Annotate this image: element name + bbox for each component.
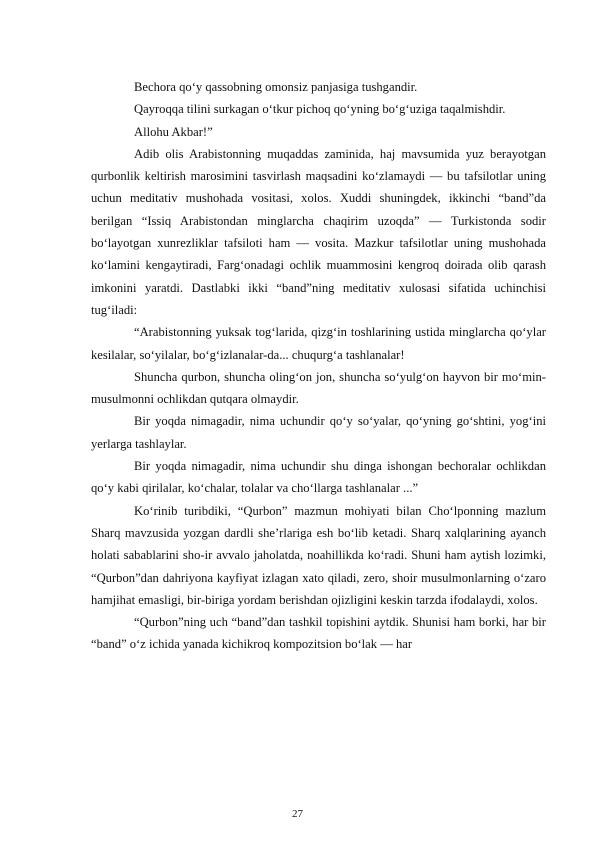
page-number: 27	[292, 808, 303, 820]
paragraph-6: Shuncha qurbon, shuncha oling‘on jon, shuncha so‘yulg‘on hayvon bir mo‘min-musulmonni ochlikdan qutqara olmaydir.	[91, 369, 546, 407]
paragraph-5: “Arabistonning yuksak tog‘larida, qizg‘in toshlarining ustida minglarcha qo‘ylar kesilalar, so‘yilalar, bo‘g‘izlanalar-da... chuqurg‘a tashlanalar!	[91, 325, 546, 362]
paragraph-3: Allohu Akbar!”	[134, 124, 213, 139]
body-text	[91, 76, 546, 656]
paragraph-9: Ko‘rinib turibdiki, “Qurbon” mazmun mohiyati bilan Cho‘lponning mazlum Sharq mavzusida yozgan dardli she’rlariga esh bo‘lib ketadi. Sharq xalqlarining ayanch holati sabablarini sho-ir avvalo jaholatda, noahillikda ko‘radi. Shuni ham aytish lozimki, “Qurbon”dan dahriyona kayfiyat izlagan xato qiladi, zero, shoir musulmonlarning o‘zaro hamjihat emasligi, bir-biriga yordam berishdan ojizligini keskin tarzda ifodalaydi, xolos.	[91, 503, 546, 607]
paragraph-2: Qayroqqa tilini surkagan o‘tkur pichoq qo‘yning bo‘g‘uziga taqalmishdir.	[134, 102, 506, 117]
paragraph-4: Adib olis Arabistonning muqaddas zaminida, haj mavsumida yuz berayotgan qurbonlik keltirish marosimini tasvirlash maqsadini ko‘zlamaydi — bu tafsilotlar uning uchun meditativ mushohada vositasi, xolos. Xuddi shuningdek, ikkinchi “band”da berilgan “Issiq Arabistondan minglarcha chaqirim uzoqda” — Turkistonda sodir bo‘layotgan xunrezliklar tafsiloti ham — vosita. Mazkur tafsilotlar uning mushohada ko‘lamini kengaytiradi, Farg‘onadagi ochlik muammosini kengroq doirada olib qarash imkonini yaratdi. Dastlabki ikki “band”ning meditativ xulosasi sifatida uchinchisi tug‘iladi:	[91, 146, 546, 317]
paragraph-8: Bir yoqda nimagadir, nima uchundir shu dinga ishongan bechoralar ochlikdan qo‘y kabi qirilalar, ko‘chalar, tolalar va cho‘llarga tashlanalar ...”	[91, 459, 546, 496]
paragraph-1: Bechora qo‘y qassobning omonsiz panjasiga tushgandir.	[134, 80, 418, 94]
paragraph-7: Bir yoqda nimagadir, nima uchundir qo‘y so‘yalar, qo‘yning go‘shtini, yog‘ini yerlarga tashlaylar.	[91, 414, 546, 451]
paragraph-10: “Qurbon”ning uch “band”dan tashkil topishini aytdik. Shunisi ham borki, har bir “band” o‘z ichida yanada kichikroq kompozitsion bo‘lak — har	[91, 615, 546, 652]
